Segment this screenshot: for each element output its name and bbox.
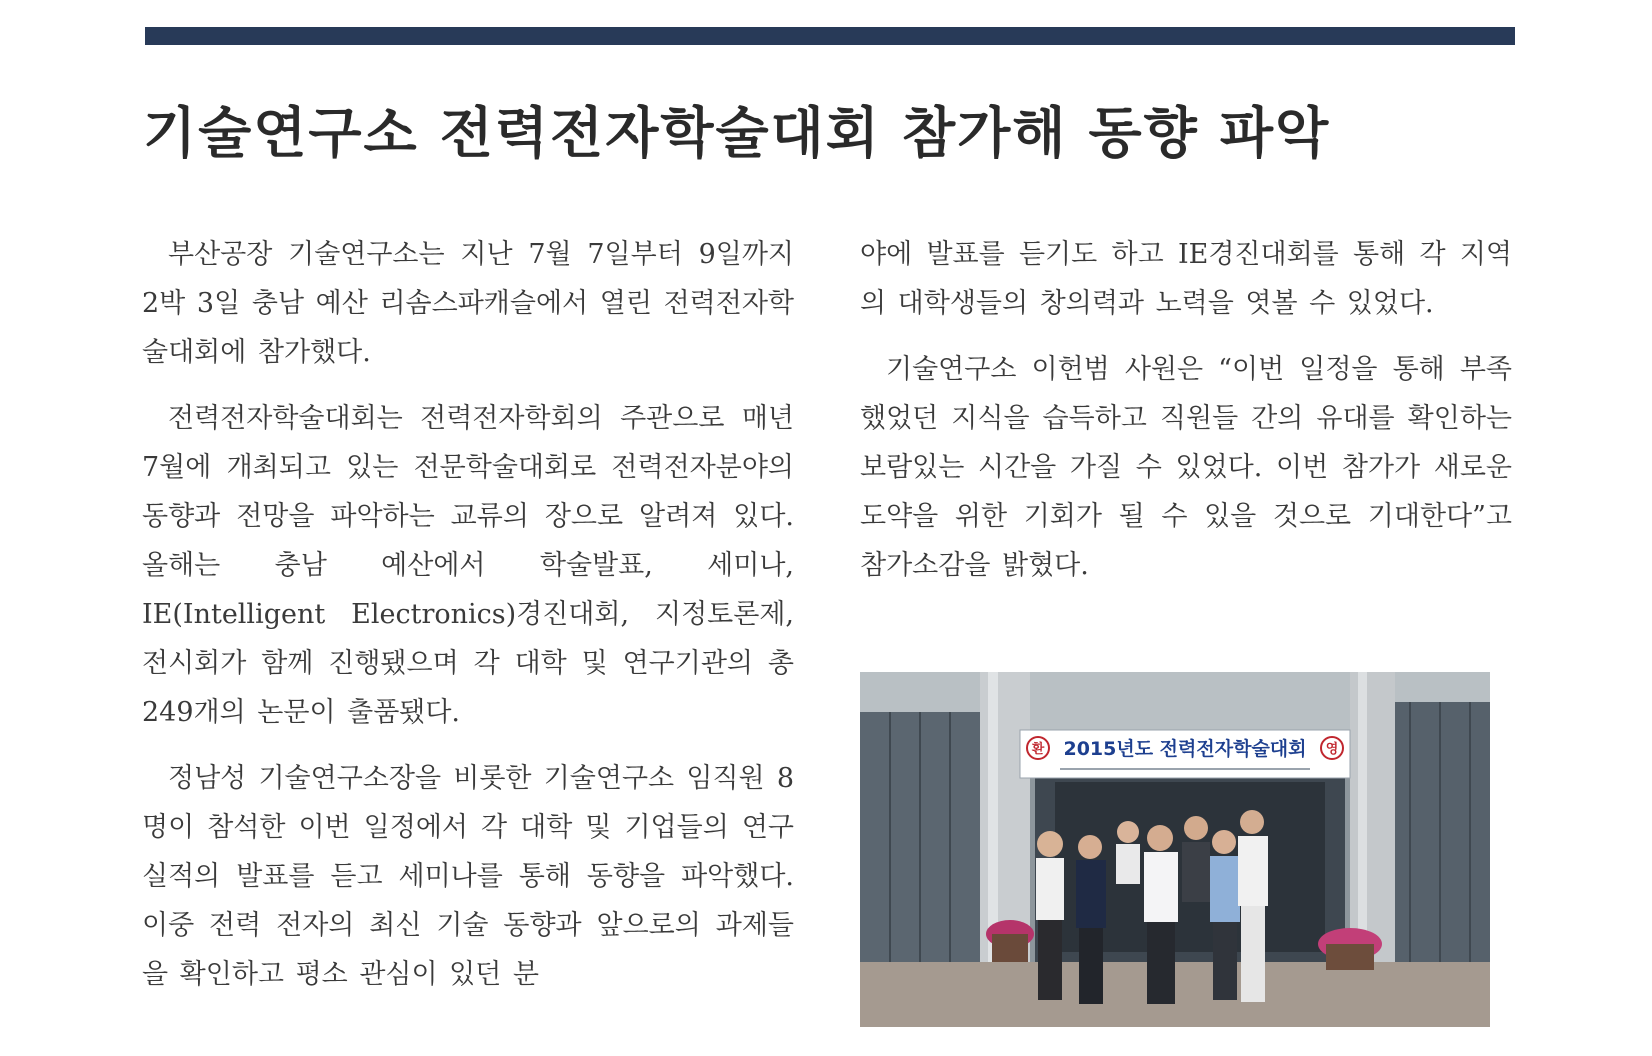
right-column — [860, 230, 1512, 607]
banner-badge-right: 영 — [1325, 742, 1339, 757]
paragraph-3: 정남성 기술연구소장을 비롯한 기술연구소 임직원 8명이 참석한 이번 일정에서 각 대학 및 기업들의 연구실적의 발표를 듣고 세미나를 통해 동향을 파악했다. 이중 전력 전자의 최신 기술 동향과 앞으로의 과제들을 확인하고 평소 관심이 있던 분 — [142, 763, 794, 990]
photo-illustration — [860, 672, 1490, 1027]
left-column — [142, 230, 794, 1016]
top-rule — [145, 27, 1515, 45]
paragraph-4: 기술연구소 이헌범 사원은 “이번 일정을 통해 부족했었던 지식을 습득하고 직원들 간의 유대를 확인하는 보람있는 시간을 가질 수 있었다. 이번 참가가 새로운 도약을 위한 기회가 될 수 있을 것으로 기대한다”고 참가소감을 밝혔다. — [860, 354, 1512, 581]
banner-badge-left: 환 — [1031, 742, 1045, 757]
paragraph-3-continued: 야에 발표를 듣기도 하고 IE경진대회를 통해 각 지역의 대학생들의 창의력과 노력을 엿볼 수 있었다. — [860, 239, 1512, 319]
article-headline: 기술연구소 전력전자학술대회 참가해 동향 파악 — [143, 101, 1331, 165]
banner-title: 2015년도 전력전자학술대회 — [1063, 738, 1307, 760]
paragraph-2: 전력전자학술대회는 전력전자학회의 주관으로 매년 7월에 개최되고 있는 전문학술대회로 전력전자분야의 동향과 전망을 파악하는 교류의 장으로 알려져 있다. 올해는 충남 예산에서 학술발표, 세미나, IE(Intelligent Electronics)경진대회, 지정토론제, 전시회가 함께 진행됐으며 각 대학 및 연구기관의 총 249개의 논문이 출품됐다. — [142, 403, 794, 728]
event-group-photo — [860, 672, 1490, 1027]
paragraph-1: 부산공장 기술연구소는 지난 7월 7일부터 9일까지 2박 3일 충남 예산 리솜스파캐슬에서 열린 전력전자학술대회에 참가했다. — [142, 239, 794, 368]
